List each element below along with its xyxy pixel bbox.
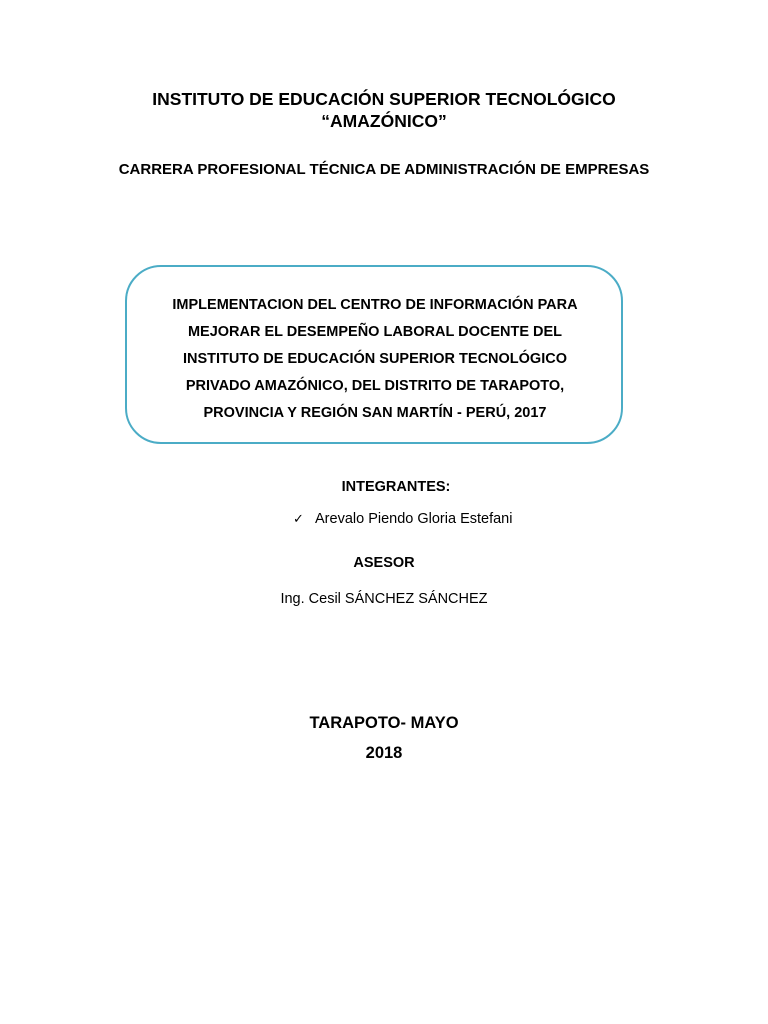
advisor-label: ASESOR bbox=[353, 555, 415, 571]
institute-title-line1: INSTITUTO DE EDUCACIÓN SUPERIOR TECNOLÓGICO bbox=[152, 89, 616, 109]
institute-title bbox=[0, 88, 768, 132]
member-list-item bbox=[293, 511, 512, 527]
institute-title-line2: “AMAZÓNICO” bbox=[321, 111, 447, 131]
career-title: CARRERA PROFESIONAL TÉCNICA DE ADMINISTRACIÓN DE EMPRESAS bbox=[118, 161, 650, 178]
place-date: TARAPOTO- MAYO bbox=[309, 714, 459, 732]
members-label: INTEGRANTES: bbox=[341, 479, 451, 495]
member-name: Arevalo Piendo Gloria Estefani bbox=[315, 511, 513, 527]
advisor-name: Ing. Cesil SÁNCHEZ SÁNCHEZ bbox=[280, 591, 488, 607]
thesis-title: IMPLEMENTACION DEL CENTRO DE INFORMACIÓN PARA MEJORAR EL DESEMPEÑO LABORAL DOCENTE DEL INSTITUTO DE EDUCACIÓN SUPERIOR TECNOLÓGICO PRIVADO AMAZÓNICO, DEL DISTRITO DE TARAPOTO, PROVINCIA Y REGIÓN SAN MARTÍN - PERÚ, 2017 bbox=[172, 297, 578, 421]
year: 2018 bbox=[365, 744, 403, 762]
checkmark-icon: ✓ bbox=[293, 511, 304, 526]
